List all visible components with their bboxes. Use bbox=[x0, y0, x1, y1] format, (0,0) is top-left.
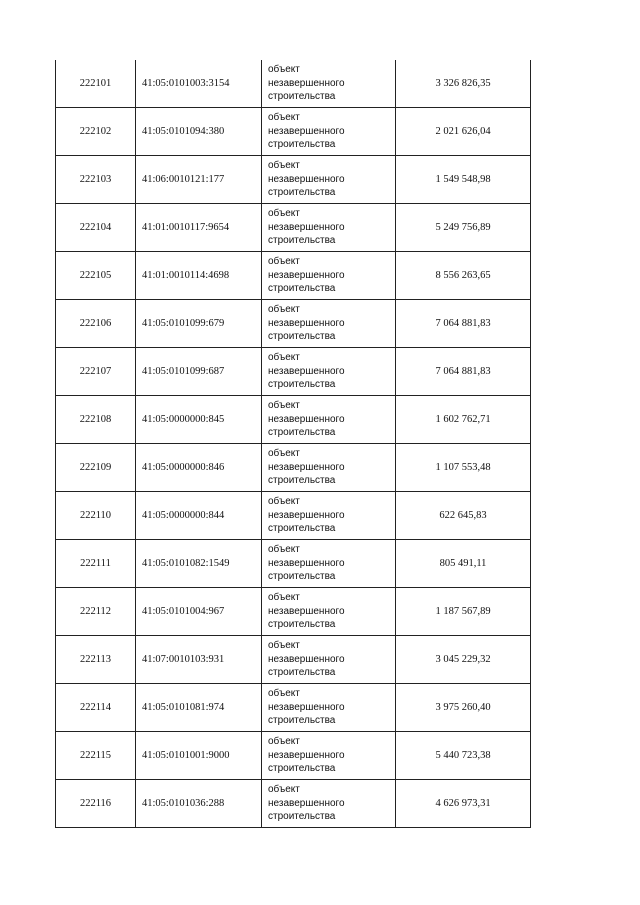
property-table-body bbox=[56, 60, 531, 828]
cadastral-number-cell: 41:01:0010117:9654 bbox=[136, 204, 262, 252]
row-number-cell: 222116 bbox=[56, 780, 136, 828]
table-row bbox=[56, 684, 531, 732]
cadastral-number-cell: 41:05:0101099:687 bbox=[136, 348, 262, 396]
table-row bbox=[56, 252, 531, 300]
cadastral-number-cell: 41:05:0101081:974 bbox=[136, 684, 262, 732]
cadastral-value-cell: 3 326 826,35 bbox=[396, 60, 531, 108]
cadastral-value-cell: 4 626 973,31 bbox=[396, 780, 531, 828]
table-row bbox=[56, 444, 531, 492]
row-number-cell: 222110 bbox=[56, 492, 136, 540]
object-type-cell bbox=[262, 540, 396, 588]
cadastral-value-cell: 1 187 567,89 bbox=[396, 588, 531, 636]
row-number-cell: 222109 bbox=[56, 444, 136, 492]
object-type-text: объект незавершенного строительства bbox=[268, 256, 345, 295]
object-type-cell bbox=[262, 60, 396, 108]
object-type-text: объект незавершенного строительства bbox=[268, 400, 345, 439]
cadastral-value-cell: 805 491,11 bbox=[396, 540, 531, 588]
row-number-cell: 222103 bbox=[56, 156, 136, 204]
table-row bbox=[56, 204, 531, 252]
object-type-cell bbox=[262, 444, 396, 492]
row-number-cell: 222107 bbox=[56, 348, 136, 396]
table-row bbox=[56, 60, 531, 108]
table-row bbox=[56, 108, 531, 156]
object-type-cell bbox=[262, 252, 396, 300]
cadastral-number-cell: 41:05:0101001:9000 bbox=[136, 732, 262, 780]
object-type-text: объект незавершенного строительства bbox=[268, 352, 345, 391]
row-number-cell: 222104 bbox=[56, 204, 136, 252]
row-number-cell: 222115 bbox=[56, 732, 136, 780]
object-type-cell bbox=[262, 588, 396, 636]
object-type-cell bbox=[262, 156, 396, 204]
cadastral-value-cell: 3 975 260,40 bbox=[396, 684, 531, 732]
object-type-cell bbox=[262, 684, 396, 732]
object-type-text: объект незавершенного строительства bbox=[268, 784, 345, 823]
row-number-cell: 222111 bbox=[56, 540, 136, 588]
cadastral-number-cell: 41:05:0000000:846 bbox=[136, 444, 262, 492]
cadastral-number-cell: 41:05:0101082:1549 bbox=[136, 540, 262, 588]
table-row bbox=[56, 492, 531, 540]
object-type-text: объект незавершенного строительства bbox=[268, 64, 345, 103]
object-type-cell bbox=[262, 396, 396, 444]
cadastral-value-cell: 5 249 756,89 bbox=[396, 204, 531, 252]
object-type-cell bbox=[262, 780, 396, 828]
object-type-text: объект незавершенного строительства bbox=[268, 208, 345, 247]
row-number-cell: 222114 bbox=[56, 684, 136, 732]
object-type-cell bbox=[262, 108, 396, 156]
cadastral-number-cell: 41:06:0010121:177 bbox=[136, 156, 262, 204]
object-type-text: объект незавершенного строительства bbox=[268, 448, 345, 487]
cadastral-value-cell: 1 602 762,71 bbox=[396, 396, 531, 444]
object-type-text: объект незавершенного строительства bbox=[268, 592, 345, 631]
cadastral-number-cell: 41:05:0000000:844 bbox=[136, 492, 262, 540]
object-type-cell bbox=[262, 204, 396, 252]
cadastral-number-cell: 41:05:0101094:380 bbox=[136, 108, 262, 156]
table-row bbox=[56, 540, 531, 588]
cadastral-number-cell: 41:05:0101004:967 bbox=[136, 588, 262, 636]
cadastral-value-cell: 1 107 553,48 bbox=[396, 444, 531, 492]
cadastral-value-cell: 3 045 229,32 bbox=[396, 636, 531, 684]
cadastral-value-cell: 7 064 881,83 bbox=[396, 300, 531, 348]
cadastral-number-cell: 41:05:0101003:3154 bbox=[136, 60, 262, 108]
object-type-cell bbox=[262, 492, 396, 540]
cadastral-value-cell: 2 021 626,04 bbox=[396, 108, 531, 156]
object-type-text: объект незавершенного строительства bbox=[268, 640, 345, 679]
cadastral-number-cell: 41:05:0101036:288 bbox=[136, 780, 262, 828]
object-type-cell bbox=[262, 300, 396, 348]
row-number-cell: 222102 bbox=[56, 108, 136, 156]
object-type-cell bbox=[262, 348, 396, 396]
property-table bbox=[55, 60, 531, 828]
cadastral-value-cell: 8 556 263,65 bbox=[396, 252, 531, 300]
object-type-text: объект незавершенного строительства bbox=[268, 544, 345, 583]
table-row bbox=[56, 588, 531, 636]
table-row bbox=[56, 636, 531, 684]
row-number-cell: 222108 bbox=[56, 396, 136, 444]
cadastral-value-cell: 5 440 723,38 bbox=[396, 732, 531, 780]
cadastral-number-cell: 41:05:0000000:845 bbox=[136, 396, 262, 444]
row-number-cell: 222106 bbox=[56, 300, 136, 348]
cadastral-number-cell: 41:05:0101099:679 bbox=[136, 300, 262, 348]
cadastral-value-cell: 1 549 548,98 bbox=[396, 156, 531, 204]
object-type-text: объект незавершенного строительства bbox=[268, 112, 345, 151]
row-number-cell: 222105 bbox=[56, 252, 136, 300]
table-row bbox=[56, 156, 531, 204]
cadastral-number-cell: 41:07:0010103:931 bbox=[136, 636, 262, 684]
table-row bbox=[56, 396, 531, 444]
table-row bbox=[56, 780, 531, 828]
row-number-cell: 222113 bbox=[56, 636, 136, 684]
table-row bbox=[56, 732, 531, 780]
cadastral-number-cell: 41:01:0010114:4698 bbox=[136, 252, 262, 300]
cadastral-value-cell: 622 645,83 bbox=[396, 492, 531, 540]
object-type-cell bbox=[262, 732, 396, 780]
table-row bbox=[56, 348, 531, 396]
object-type-text: объект незавершенного строительства bbox=[268, 304, 345, 343]
row-number-cell: 222101 bbox=[56, 60, 136, 108]
object-type-text: объект незавершенного строительства bbox=[268, 160, 345, 199]
object-type-text: объект незавершенного строительства bbox=[268, 688, 345, 727]
object-type-text: объект незавершенного строительства bbox=[268, 736, 345, 775]
object-type-text: объект незавершенного строительства bbox=[268, 496, 345, 535]
table-row bbox=[56, 300, 531, 348]
cadastral-value-cell: 7 064 881,83 bbox=[396, 348, 531, 396]
row-number-cell: 222112 bbox=[56, 588, 136, 636]
object-type-cell bbox=[262, 636, 396, 684]
